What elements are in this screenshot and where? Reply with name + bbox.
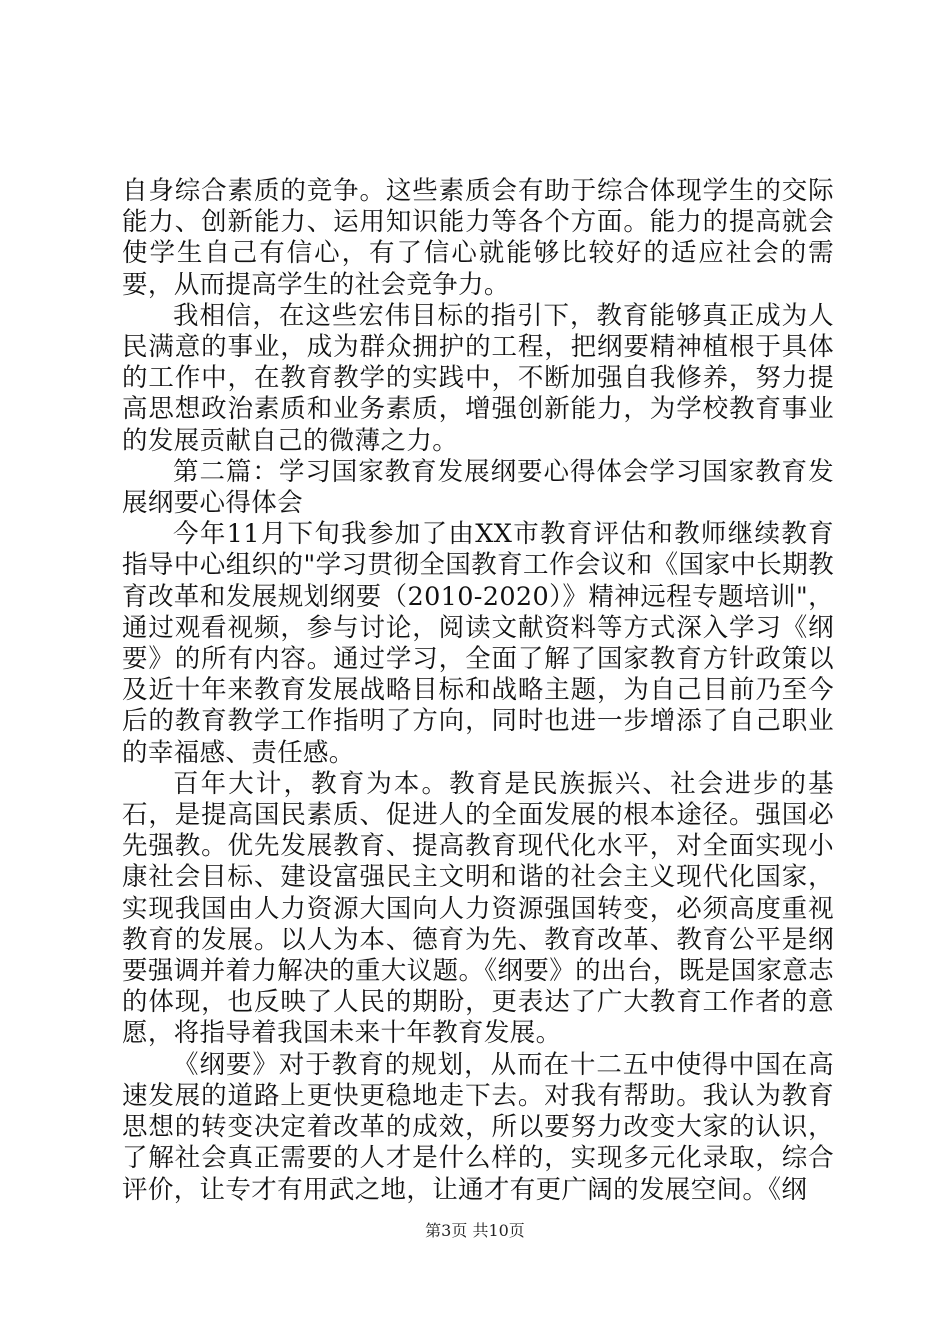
page-number-footer: 第3页 共10页 <box>425 1221 525 1240</box>
section-heading: 第二篇：学习国家教育发展纲要心得体会学习国家教育发展纲要心得体会 <box>122 456 834 519</box>
document-body <box>122 176 834 1206</box>
paragraph-5: 百年大计，教育为本。教育是民族振兴、社会进步的基石，是提高国民素质、促进人的全面发展的根本途径。强国必先强教。优先发展教育、提高教育现代化水平，对全面实现小康社会目标、建设富强民主文明和谐的社会主义现代化国家，实现我国由人力资源大国向人力资源强国转变，必须高度重视教育的发展。以人为本、德育为先、教育改革、教育公平是纲要强调并着力解决的重大议题。《纲要》的出台，既是国家意志的体现，也反映了人民的期盼，更表达了广大教育工作者的意愿，将指导着我国未来十年教育发展。 <box>122 768 834 1049</box>
paragraph-2: 我相信，在这些宏伟目标的指引下，教育能够真正成为人民满意的事业，成为群众拥护的工程，把纲要精神植根于具体的工作中，在教育教学的实践中，不断加强自我修养，努力提高思想政治素质和业务素质，增强创新能力，为学校教育事业的发展贡献自己的微薄之力。 <box>122 300 834 456</box>
paragraph-6: 《纲要》对于教育的规划，从而在十二五中使得中国在高速发展的道路上更快更稳地走下去。对我有帮助。我认为教育思想的转变决定着改革的成效，所以要努力改变大家的认识，了解社会真正需要的人才是什么样的，实现多元化录取，综合评价，让专才有用武之地，让通才有更广阔的发展空间。《纲 <box>122 1049 834 1205</box>
paragraph-4: 今年11月下旬我参加了由XX市教育评估和教师继续教育指导中心组织的"学习贯彻全国教育工作会议和《国家中长期教育改革和发展规划纲要（2010-2020）》精神远程专题培训"，通过观看视频，参与讨论，阅读文献资料等方式深入学习《纲要》的所有内容。通过学习，全面了解了国家教育方针政策以及近十年来教育发展战略目标和战略主题，为自己目前乃至今后的教育教学工作指明了方向，同时也进一步增添了自己职业的幸福感、责任感。 <box>122 519 834 768</box>
paragraph-1: 自身综合素质的竞争。这些素质会有助于综合体现学生的交际能力、创新能力、运用知识能力等各个方面。能力的提高就会使学生自己有信心，有了信心就能够比较好的适应社会的需要，从而提高学生的社会竞争力。 <box>122 176 834 300</box>
